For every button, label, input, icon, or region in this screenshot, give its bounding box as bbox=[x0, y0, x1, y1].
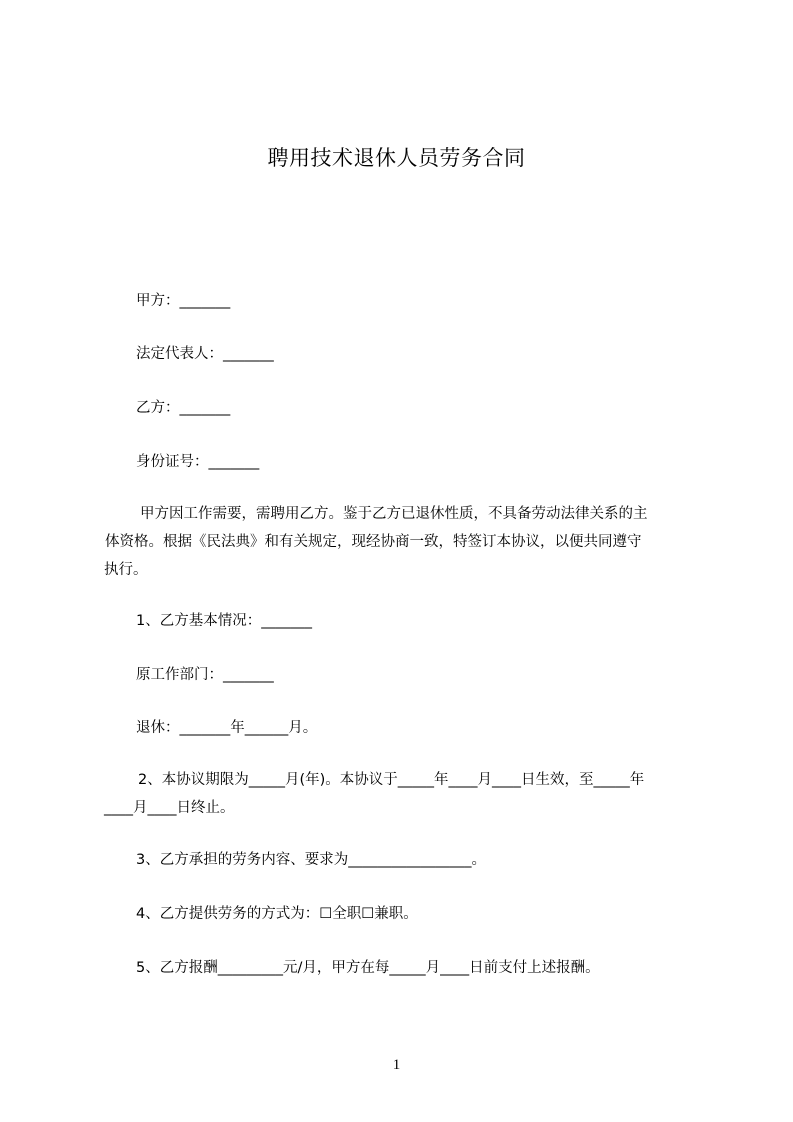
document-title: 聘用技术退休人员劳务合同 bbox=[267, 146, 526, 170]
clause-2-line-1: 2、本协议期限为_____月(年)。本协议于_____年____月____日生效，至_____年 bbox=[138, 772, 645, 788]
page-number: 1 bbox=[392, 1057, 401, 1073]
party-a-line: 甲方：_______ bbox=[136, 293, 231, 309]
intro-line-1: 甲方因工作需要，需聘用乙方。鉴于乙方已退休性质，不具备劳动法律关系的主 bbox=[140, 506, 648, 522]
party-b-line: 乙方：_______ bbox=[136, 400, 231, 416]
clause-5-remuneration: 5、乙方报酬_________元/月，甲方在每_____月____日前支付上述报酬。 bbox=[136, 960, 600, 976]
id-number-line: 身份证号：_______ bbox=[136, 454, 260, 470]
retirement-line: 退休：_______年______月。 bbox=[136, 720, 318, 736]
original-department-line: 原工作部门：_______ bbox=[136, 667, 274, 683]
intro-line-3: 执行。 bbox=[104, 562, 148, 578]
clause-4-service-mode: 4、乙方提供劳务的方式为：☐全职☐兼职。 bbox=[136, 906, 418, 922]
clause-2-line-2: ____月____日终止。 bbox=[104, 800, 235, 816]
intro-paragraph bbox=[104, 500, 704, 584]
intro-line-2: 体资格。根据《民法典》和有关规定，现经协商一致，特签订本协议，以便共同遵守 bbox=[105, 534, 642, 550]
clause-1-basic-info: 1、乙方基本情况：_______ bbox=[136, 613, 312, 629]
clause-3-service-content: 3、乙方承担的劳务内容、要求为_________________。 bbox=[136, 852, 486, 868]
clause-2-term bbox=[104, 766, 704, 822]
legal-representative-line: 法定代表人：_______ bbox=[136, 346, 274, 362]
